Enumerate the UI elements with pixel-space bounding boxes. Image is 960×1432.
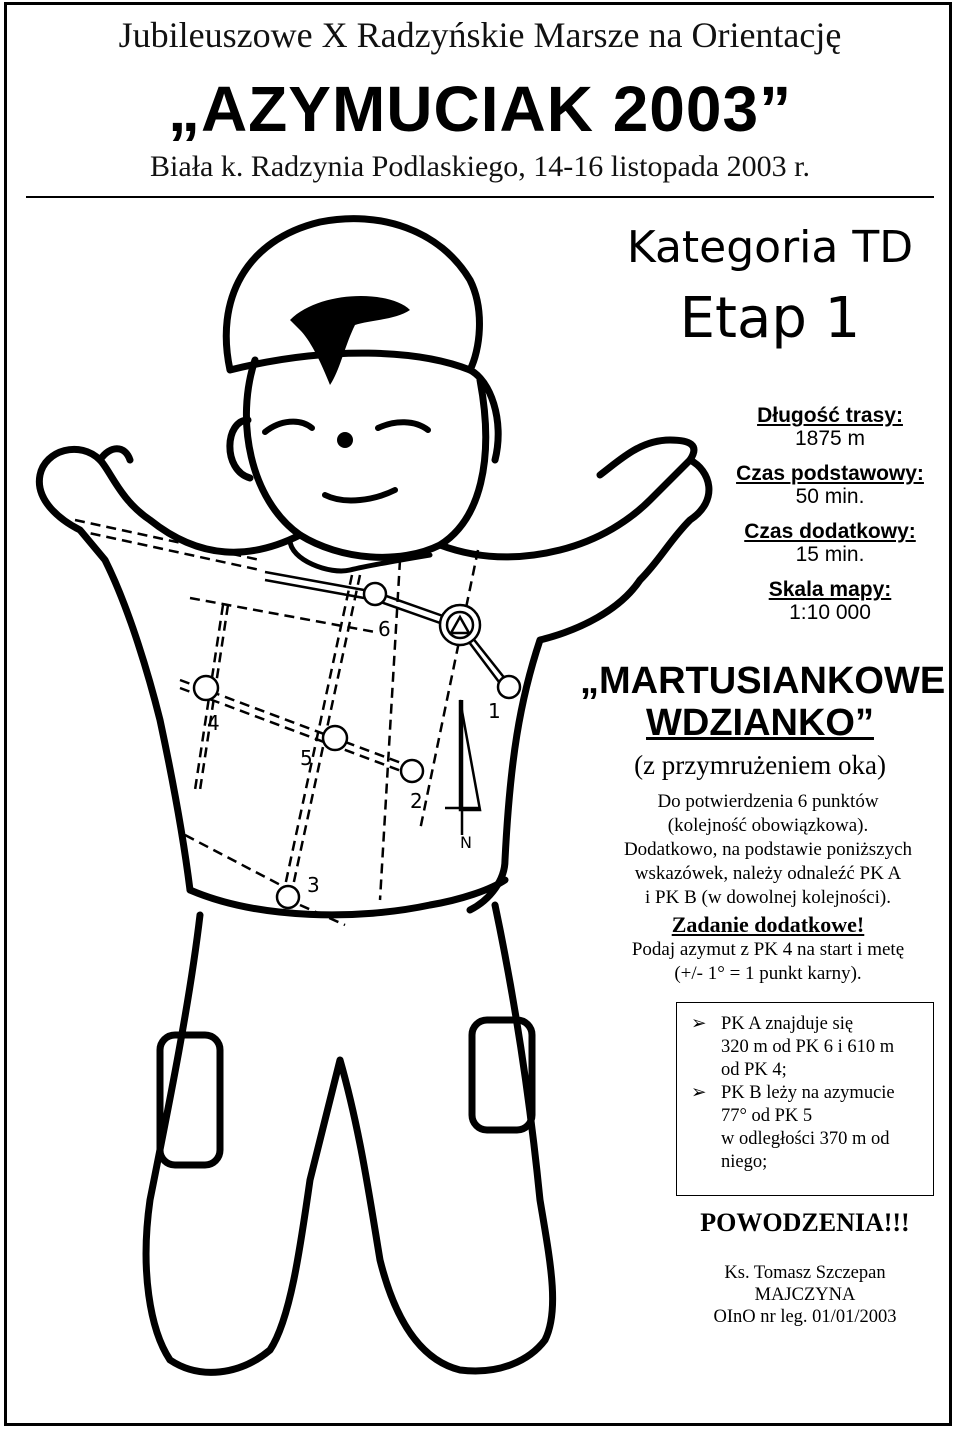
author-line: OInO nr leg. 01/01/2003	[713, 1307, 897, 1327]
description-line: i PK B (w dowolnej kolejności).	[645, 887, 891, 908]
description-line: (kolejność obowiązkowa).	[667, 815, 869, 836]
checkpoint-circle	[323, 726, 347, 750]
info-label: Skala mapy:	[768, 578, 892, 601]
info-label: Długość trasy:	[757, 404, 903, 427]
info-value: 1:10 000	[789, 601, 871, 624]
cp-label-3: 3	[307, 873, 320, 897]
hint-item-pk-a	[687, 1013, 927, 1082]
extra-task-heading: Zadanie dodatkowe!	[671, 912, 865, 937]
hint-line: PK B leży na azymucie	[721, 1083, 895, 1103]
pants-outline	[146, 905, 553, 1372]
cap-outline	[226, 219, 479, 370]
event-subtitle: Jubileuszowe X Radzyńskie Marsze na Orientację	[118, 15, 842, 55]
author-line: Ks. Tomasz Szczepan	[724, 1263, 886, 1283]
event-title: „AZYMUCIAK 2003”	[167, 73, 793, 145]
bullet-arrow-icon: ➢	[691, 1083, 707, 1103]
info-value: 15 min.	[795, 543, 865, 566]
map-line	[420, 550, 478, 830]
cp-label-2: 2	[410, 789, 423, 813]
info-base-time	[720, 462, 940, 508]
route-name	[580, 660, 946, 744]
hint-line: w odległości 370 m od	[721, 1129, 890, 1149]
route-subtitle: (z przymrużeniem oka)	[634, 750, 886, 780]
hint-line: 320 m od PK 6 i 610 m	[721, 1037, 895, 1057]
map-line	[185, 835, 290, 890]
route-name-line: WDZIANKO”	[646, 702, 874, 744]
task-line: Podaj azymut z PK 4 na start i metę	[631, 939, 905, 960]
info-extra-time	[720, 520, 940, 566]
checkpoint-circle	[277, 886, 299, 908]
info-value: 50 min.	[795, 485, 865, 508]
checkpoint-circle	[364, 583, 386, 605]
stage-label: Etap 1	[679, 286, 861, 351]
hint-line: PK A znajduje się	[721, 1014, 854, 1034]
cp-label-1: 1	[488, 699, 501, 723]
cp-label-5: 5	[300, 746, 313, 770]
info-map-scale	[720, 578, 940, 624]
category-label: Kategoria TD	[626, 222, 914, 273]
head-outline	[246, 360, 485, 557]
left-hand	[100, 449, 130, 460]
cp-label-4: 4	[207, 711, 220, 735]
description-line: Dodatkowo, na podstawie poniższych	[623, 839, 913, 860]
cp-label-6: 6	[378, 617, 391, 641]
sweater-outline	[39, 449, 300, 890]
map-line	[190, 598, 375, 632]
description-line: Do potwierdzenia 6 punktów	[657, 791, 879, 812]
info-value: 1875 m	[794, 427, 866, 450]
checkpoint-circle	[194, 676, 218, 700]
extra-task-text	[588, 938, 948, 986]
checkpoint-circle	[498, 676, 520, 698]
hint-line: niego;	[721, 1152, 768, 1172]
event-place-date: Biała k. Radzynia Podlaskiego, 14-16 listopada 2003 r.	[150, 150, 810, 183]
author-block	[676, 1262, 934, 1328]
right-eye	[378, 422, 428, 430]
author-line: MAJCZYNA	[754, 1285, 856, 1305]
hint-line: od PK 4;	[721, 1060, 787, 1080]
info-label: Czas podstawowy:	[736, 462, 924, 485]
hint-item-pk-b	[687, 1082, 927, 1174]
map-line	[380, 560, 400, 900]
route-description	[588, 790, 948, 910]
task-line: (+/- 1° = 1 punkt karny).	[674, 963, 862, 984]
bullet-arrow-icon: ➢	[691, 1014, 707, 1034]
route-name-line: „MARTUSIANKOWE	[580, 660, 946, 702]
left-eye	[265, 422, 312, 432]
info-route-length	[720, 404, 940, 450]
north-label: N	[460, 833, 472, 852]
nose	[337, 432, 353, 448]
closing-text: POWODZENIA!!!	[700, 1208, 910, 1237]
info-label: Czas dodatkowy:	[744, 520, 916, 543]
description-line: wskazówek, należy odnaleźć PK A	[634, 863, 902, 884]
cap-logo	[290, 296, 410, 385]
hint-line: 77° od PK 5	[721, 1106, 813, 1126]
sweater-hem	[190, 880, 505, 915]
hints-box	[676, 1002, 934, 1196]
checkpoint-circle	[401, 760, 423, 782]
mouth	[325, 490, 395, 500]
